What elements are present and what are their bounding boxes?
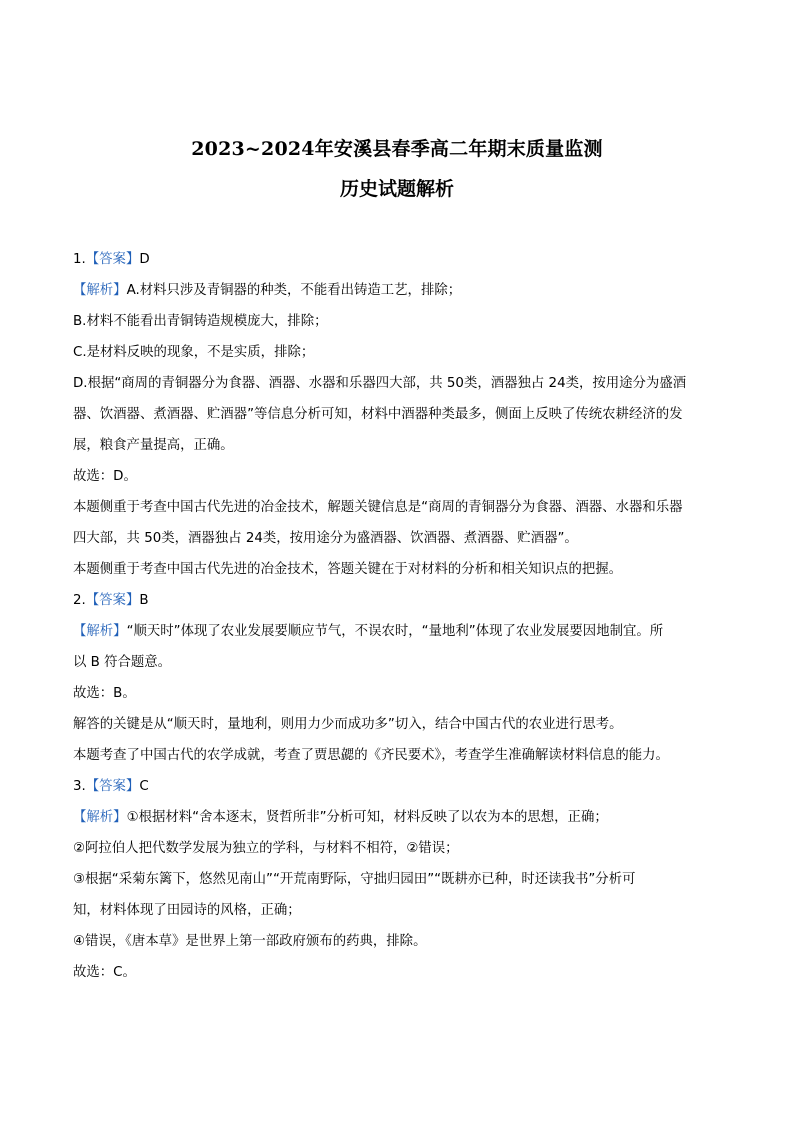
analysis-line: 知，材料体现了田园诗的风格，正确； bbox=[73, 903, 301, 918]
analysis-tag: 【解析】 bbox=[73, 624, 127, 639]
analysis-line: 故选：B。 bbox=[73, 686, 136, 701]
analysis-line: 器、饮酒器、煮酒器、贮酒器”等信息分析可知，材料中酒器种类最多，侧面上反映了传统农耕经济的发 bbox=[73, 407, 683, 422]
analysis-line: B.材料不能看出青铜铸造规模庞大，排除； bbox=[73, 314, 328, 329]
answer-value: D bbox=[139, 252, 150, 267]
analysis-line: 【解析】①根据材料“舍本逐末，贤哲所非”分析可知，材料反映了以农为本的思想，正确； bbox=[73, 810, 608, 825]
title-block bbox=[0, 131, 794, 207]
analysis-line: ②阿拉伯人把代数学发展为独立的学科，与材料不相符，②错误； bbox=[73, 841, 459, 856]
answer-tag: 【答案】 bbox=[85, 252, 140, 267]
question-number: 3. bbox=[73, 779, 86, 794]
answer-tag: 【答案】 bbox=[85, 779, 140, 794]
answer-tag: 【答案】 bbox=[85, 593, 140, 608]
analysis-line: 故选：C。 bbox=[73, 965, 136, 980]
analysis-line: 本题侧重于考查中国古代先进的冶金技术，答题关键在于对材料的分析和相关知识点的把握。 bbox=[73, 562, 623, 577]
analysis-line: 展，粮食产量提高，正确。 bbox=[73, 438, 234, 453]
document-title: 2023~2024年安溪县春季高二年期末质量监测 bbox=[191, 138, 603, 160]
analysis-line: C.是材料反映的现象，不是实质，排除； bbox=[73, 345, 315, 360]
question-number: 2. bbox=[73, 593, 86, 608]
analysis-line: 解答的关键是从“顺天时，量地利，则用力少而成功多”切入，结合中国古代的农业进行思考。 bbox=[73, 717, 623, 732]
analysis-line: 四大部，共 50类，酒器独占 24类，按用途分为盛酒器、饮酒器、煮酒器、贮酒器”。 bbox=[73, 531, 578, 546]
analysis-tag: 【解析】 bbox=[73, 283, 127, 298]
analysis-line: 【解析】“顺天时”体现了农业发展要顺应节气，不误农时，“量地利”体现了农业发展要因地制宜。所 bbox=[73, 624, 664, 639]
analysis-line: ④错误，《唐本草》是世界上第一部政府颁布的药典，排除。 bbox=[73, 934, 427, 949]
analysis-tag: 【解析】 bbox=[73, 810, 127, 825]
analysis-line: D.根据“商周的青铜器分为食器、酒器、水器和乐器四大部，共 50类，酒器独占 24类，按用途分为盛酒 bbox=[73, 376, 687, 391]
document-subtitle: 历史试题解析 bbox=[339, 178, 454, 200]
analysis-line: 本题侧重于考查中国古代先进的冶金技术，解题关键信息是“商周的青铜器分为食器、酒器、水器和乐器 bbox=[73, 500, 683, 515]
answer-heading-3 bbox=[73, 771, 718, 802]
answer-value: B bbox=[139, 593, 149, 608]
answer-heading-2 bbox=[73, 585, 718, 616]
analysis-line: 以 B 符合题意。 bbox=[73, 655, 172, 670]
analysis-line: 【解析】A.材料只涉及青铜器的种类，不能看出铸造工艺，排除； bbox=[73, 283, 462, 298]
question-number: 1. bbox=[73, 252, 86, 267]
answer-content bbox=[73, 244, 718, 988]
answer-heading-1 bbox=[73, 244, 718, 275]
analysis-line: ③根据“采菊东篱下，悠然见南山”“开荒南野际，守拙归园田”“既耕亦已种，时还读我书”分析可 bbox=[73, 872, 636, 887]
analysis-line: 故选：D。 bbox=[73, 469, 137, 484]
answer-value: C bbox=[139, 779, 149, 794]
analysis-line: 本题考查了中国古代的农学成就，考查了贾思勰的《齐民要术》，考查学生准确解读材料信息的能力。 bbox=[73, 748, 669, 763]
